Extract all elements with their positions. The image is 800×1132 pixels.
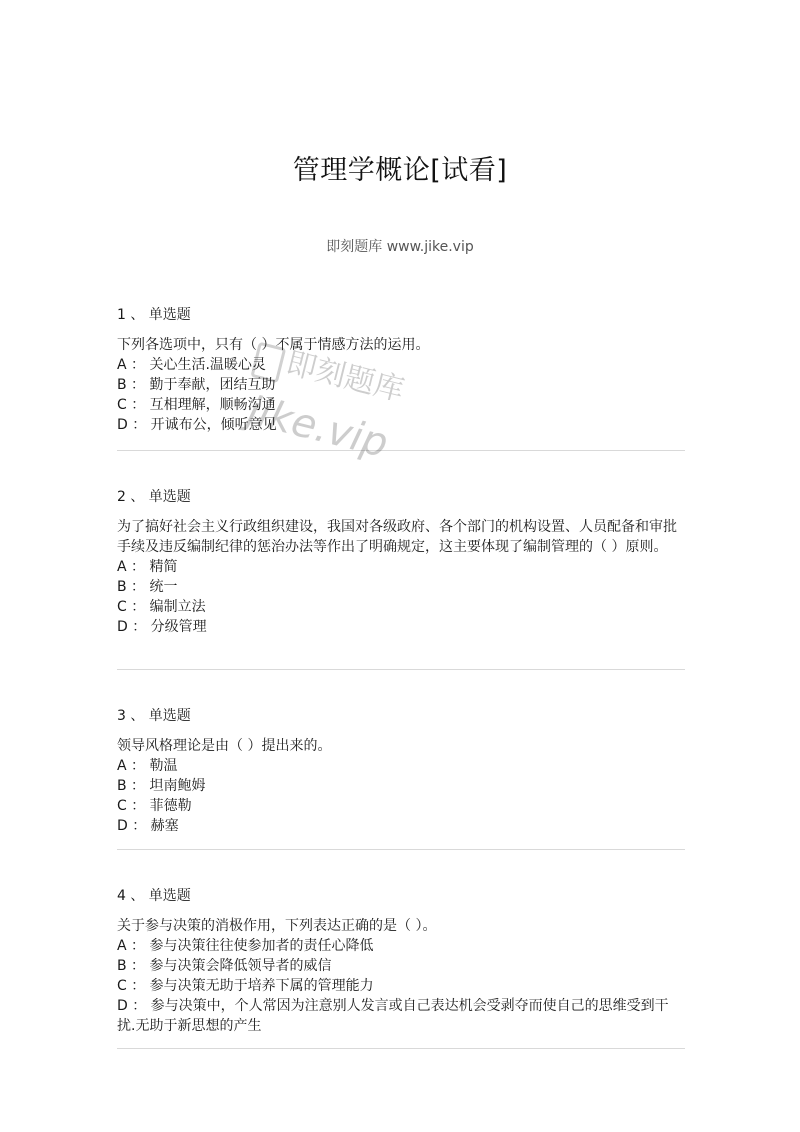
option-d: D ： 参与决策中，个人常因为注意别人发言或自己表达机会受剥夺而使自己的思维受到干扰.无助于新思想的产生: [117, 998, 669, 1034]
question-stem: 关于参与决策的消极作用，下列表达正确的是（ ）。: [117, 918, 437, 934]
question-stem: 下列各选项中，只有（ ）不属于情感方法的运用。: [117, 337, 430, 353]
option-b: B ： 勤于奉献，团结互助: [117, 377, 276, 393]
question-header: 4 、 单选题: [117, 888, 191, 904]
watermark-domain: jike.vip: [242, 387, 393, 467]
question-2: [117, 487, 685, 637]
question-1: [117, 305, 685, 435]
option-b: B ： 参与决策会降低领导者的威信: [117, 958, 332, 974]
option-a: A ： 参与决策往往使参加者的责任心降低: [117, 938, 374, 954]
option-d: D ： 开诚布公，倾听意见: [117, 417, 277, 433]
option-a: A ： 勒温: [117, 758, 178, 774]
watermark-brand: 即刻题库: [282, 345, 408, 409]
option-d: D ： 分级管理: [117, 619, 207, 635]
option-c: C ： 菲德勒: [117, 798, 192, 814]
question-header: 3 、 单选题: [117, 708, 191, 724]
question-divider: [117, 669, 685, 670]
question-divider: [117, 450, 685, 451]
option-c: C ： 互相理解，顺畅沟通: [117, 397, 276, 413]
option-b: B ： 统一: [117, 579, 178, 595]
question-stem: 领导风格理论是由（ ）提出来的。: [117, 738, 332, 754]
question-3: [117, 706, 685, 836]
option-c: C ： 参与决策无助于培养下属的管理能力: [117, 978, 374, 994]
question-divider: [117, 849, 685, 850]
question-divider: [117, 1048, 685, 1049]
question-header: 2 、 单选题: [117, 489, 191, 505]
document-title: 管理学概论[试看]: [292, 155, 508, 186]
question-4: [117, 886, 685, 1036]
option-b: B ： 坦南鲍姆: [117, 778, 206, 794]
question-header: 1 、 单选题: [117, 307, 191, 323]
option-d: D ： 赫塞: [117, 818, 179, 834]
option-a: A ： 关心生活.温暖心灵: [117, 357, 266, 373]
option-c: C ： 编制立法: [117, 599, 206, 615]
option-a: A ： 精简: [117, 559, 178, 575]
question-stem: 为了搞好社会主义行政组织建设，我国对各级政府、各个部门的机构设置、人员配备和审批手续及违反编制纪律的惩治办法等作出了明确规定，这主要体现了编制管理的（ ）原则。: [117, 519, 677, 555]
document-subtitle: 即刻题库 www.jike.vip: [326, 239, 474, 255]
